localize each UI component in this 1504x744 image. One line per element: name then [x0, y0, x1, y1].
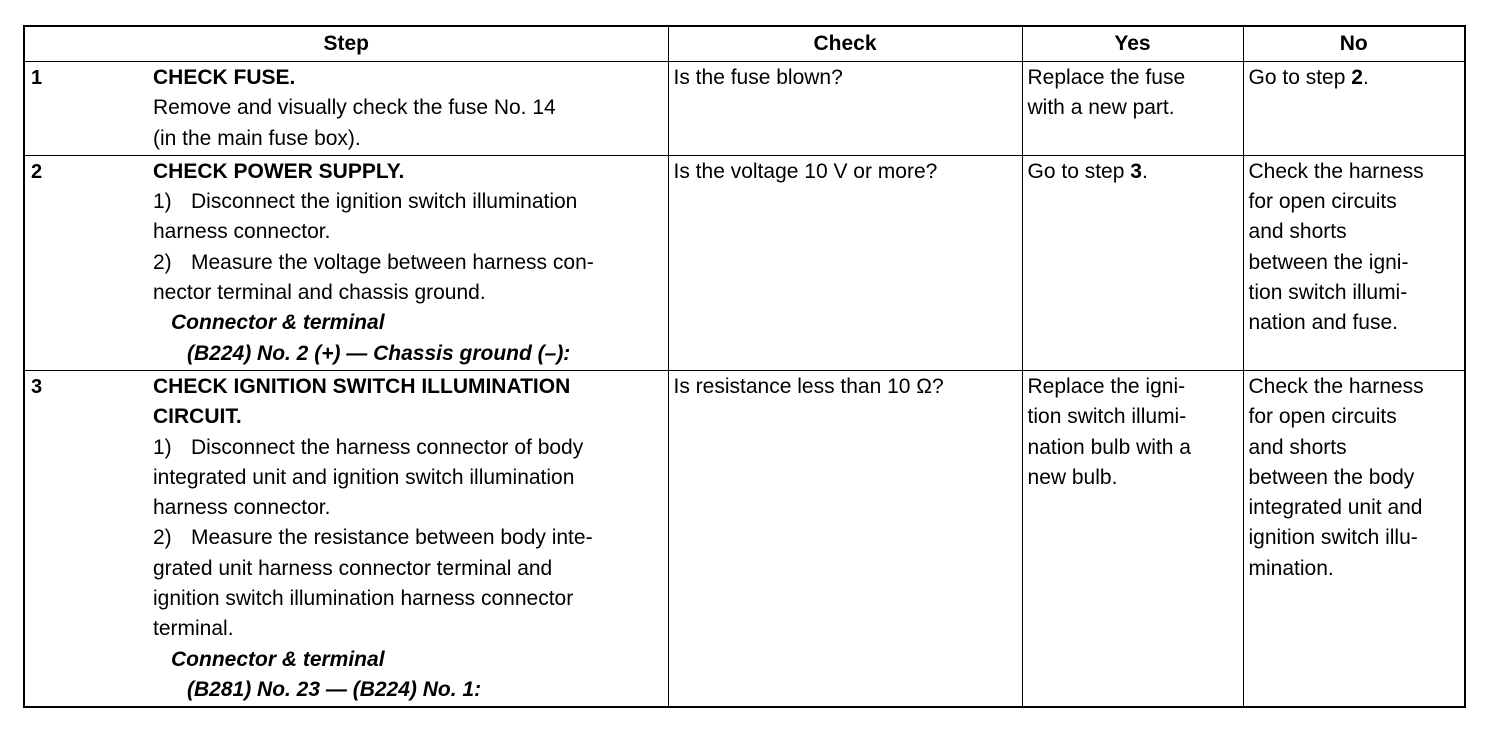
goto-step-number: 2	[1351, 66, 1363, 89]
no-text-line: between the body	[1248, 465, 1415, 489]
step-text-line: Remove and visually check the fuse No. 14	[153, 96, 556, 120]
step-cell	[148, 155, 668, 370]
substep-text-line: harness connector.	[153, 220, 331, 244]
goto-step-number: 3	[1130, 159, 1142, 183]
step-cell	[148, 370, 668, 707]
step-number-cell	[24, 155, 148, 370]
no-text-line: and shorts	[1248, 435, 1347, 459]
no-text-line: for open circuits	[1248, 190, 1397, 214]
no-text: Go to step	[1248, 66, 1352, 89]
step-title: CIRCUIT.	[153, 405, 242, 429]
yes-cell	[1022, 370, 1243, 707]
substep-text-line: Disconnect the harness connector of body	[191, 435, 584, 459]
check-cell	[668, 370, 1022, 707]
yes-cell	[1022, 62, 1243, 156]
step-text-line: (in the main fuse box).	[153, 126, 361, 150]
connector-label: Connector & terminal	[171, 311, 385, 335]
header-row	[24, 26, 1465, 62]
diagnostic-table	[23, 25, 1466, 708]
header-check: Check	[668, 26, 1022, 62]
substep-marker: 2)	[153, 526, 172, 550]
substep-text-line: Disconnect the ignition switch illumination	[191, 190, 578, 214]
step-number-cell	[24, 62, 148, 156]
connector-value: (B281) No. 23 — (B224) No. 1:	[187, 677, 482, 701]
substep-text-line: grated unit harness connector terminal and	[153, 556, 553, 580]
step-title: CHECK FUSE.	[153, 66, 296, 89]
yes-text-line: with a new part.	[1027, 96, 1175, 120]
header-no: No	[1243, 26, 1465, 62]
table-row	[24, 62, 1465, 156]
substep-text-line: harness connector.	[153, 496, 331, 520]
check-text: Is the voltage 10 V or more?	[673, 159, 938, 183]
no-cell	[1243, 370, 1465, 707]
no-cell	[1243, 155, 1465, 370]
check-text: Is resistance less than 10 Ω?	[673, 374, 944, 398]
check-cell	[668, 155, 1022, 370]
step-cell	[148, 62, 668, 156]
no-text-line: ignition switch illu-	[1248, 526, 1418, 550]
substep-text-line: terminal.	[153, 617, 234, 641]
yes-cell	[1022, 155, 1243, 370]
no-text-line: Check the harness	[1248, 159, 1424, 183]
substep-text-line: integrated unit and ignition switch illumination	[153, 465, 575, 489]
substep-marker: 1)	[153, 435, 172, 459]
step-number: 3	[31, 375, 43, 398]
check-text: Is the fuse blown?	[673, 66, 843, 89]
no-text-line: nation and fuse.	[1248, 311, 1398, 335]
yes-text-suffix: .	[1141, 159, 1148, 183]
no-text-line: mination.	[1248, 556, 1334, 580]
yes-text-line: new bulb.	[1027, 465, 1118, 489]
step-number: 2	[31, 160, 43, 183]
step-number-cell	[24, 370, 148, 707]
substep-marker: 2)	[153, 250, 172, 274]
step-title: CHECK POWER SUPPLY.	[153, 159, 405, 183]
table-row	[24, 370, 1465, 707]
no-cell	[1243, 62, 1465, 156]
yes-text: Go to step	[1027, 159, 1131, 183]
substep-marker: 1)	[153, 190, 172, 214]
check-cell	[668, 62, 1022, 156]
yes-text-line: Replace the igni-	[1027, 374, 1186, 398]
no-text-line: between the igni-	[1248, 250, 1409, 274]
no-text-line: and shorts	[1248, 220, 1347, 244]
no-text-line: Check the harness	[1248, 374, 1424, 398]
no-text-suffix: .	[1362, 66, 1369, 89]
substep-text-line: Measure the voltage between harness con-	[191, 250, 594, 274]
connector-value: (B224) No. 2 (+) — Chassis ground (–):	[187, 341, 571, 365]
yes-text-line: nation bulb with a	[1027, 435, 1191, 459]
substep-text-line: ignition switch illumination harness connector	[153, 587, 574, 611]
no-text-line: for open circuits	[1248, 405, 1397, 429]
substep-text-line: Measure the resistance between body inte-	[191, 526, 593, 550]
step-number: 1	[31, 67, 43, 89]
no-text-line: tion switch illumi-	[1248, 281, 1408, 305]
header-yes: Yes	[1022, 26, 1243, 62]
header-step: Step	[24, 26, 668, 62]
yes-text-line: tion switch illumi-	[1027, 405, 1187, 429]
substep-text-line: nector terminal and chassis ground.	[153, 281, 486, 305]
connector-label: Connector & terminal	[171, 647, 385, 671]
yes-text-line: Replace the fuse	[1027, 66, 1186, 89]
step-title: CHECK IGNITION SWITCH ILLUMINATION	[153, 374, 571, 398]
table-row	[24, 155, 1465, 370]
no-text-line: integrated unit and	[1248, 496, 1423, 520]
